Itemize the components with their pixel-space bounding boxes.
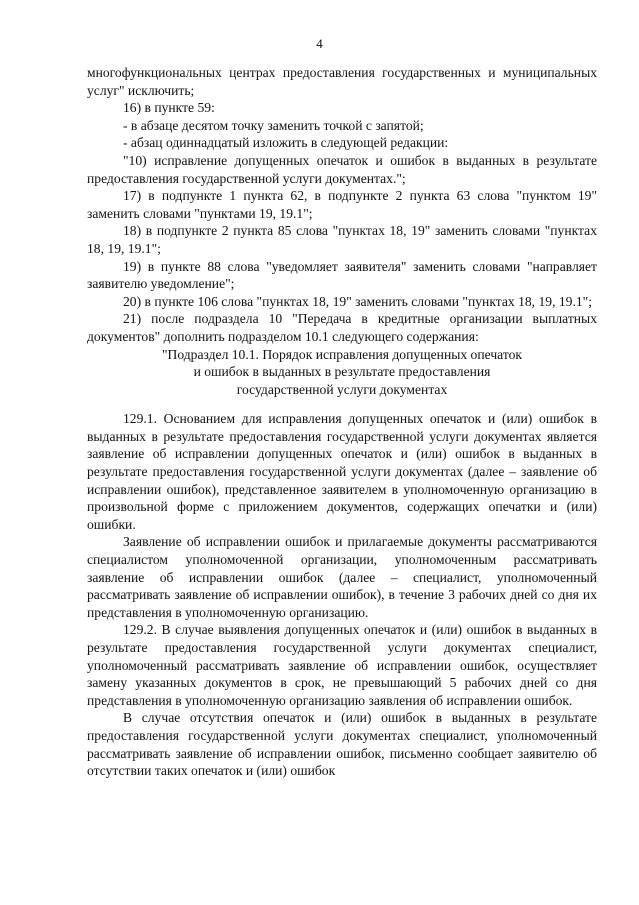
paragraph: 19) в пункте 88 слова "уведомляет заявителя" заменить словами "направляет заявителю уведомление"; — [87, 258, 597, 292]
paragraph: "10) исправление допущенных опечаток и ошибок в выданных в результате предоставления государственной услуги документах."; — [87, 152, 597, 186]
heading-line: и ошибок в выданных в результате предоставления — [193, 364, 491, 380]
paragraph: 17) в подпункте 1 пункта 62, в подпункте 2 пункта 63 слова "пунктом 19" заменить словами "пунктами 19, 19.1"; — [87, 188, 597, 221]
paragraph: - абзац одиннадцатый изложить в следующей редакции: — [123, 135, 449, 151]
paragraph: 129.2. В случае выявления допущенных опечаток и (или) ошибок в выданных в результате предоставления государственной услуги документах специалист, уполномоченный рассматривать заявление об исправлении ошибок, осуществляет замену указанных документов в срок, не превышающий 5 рабочих дней со дня представления в уполномоченную организацию заявления об исправлении ошибок. — [87, 622, 597, 708]
paragraph: В случае отсутствия опечаток и (или) ошибок в выданных в результате предоставления государственной услуги документах специалист, уполномоченный рассматривать заявление об исправлении ошибок, письменно сообщает заявителю об отсутствии таких опечаток и (или) ошибок — [87, 710, 597, 779]
page-number: 4 — [316, 36, 323, 51]
heading-line: "Подраздел 10.1. Порядок исправления допущенных опечаток — [161, 346, 523, 362]
document-body — [87, 64, 597, 780]
paragraph: 20) в пункте 106 слова "пунктах 18, 19" заменить словами "пунктах 18, 19, 19.1"; — [123, 293, 592, 309]
paragraph: многофункциональных центрах предоставления государственных и муниципальных услуг" исключить; — [87, 65, 597, 98]
paragraph: Заявление об исправлении ошибок и прилагаемые документы рассматриваются специалистом уполномоченной организации, уполномоченным рассматривать заявление об исправлении ошибок (далее – специалист, уполномоченный рассматривать заявление об исправлении ошибок), в течение 3 рабочих дней со дня их представления в уполномоченную организацию. — [87, 534, 597, 620]
paragraph: 16) в пункте 59: — [123, 100, 215, 116]
heading-line: государственной услуги документах — [236, 381, 448, 397]
paragraph: 129.1. Основанием для исправления допущенных опечаток и (или) ошибок в выданных в результате предоставления государственной услуги документах является заявление об исправлении допущенных опечаток и (или) ошибок в выданных в результате предоставления государственной услуги документах (далее – заявление об исправлении ошибок), представленное заявителем в уполномоченную организацию в произвольной форме с приложением документов, содержащих опечатки и (или) ошибки. — [87, 411, 597, 532]
spacer — [87, 398, 597, 410]
paragraph: 18) в подпункте 2 пункта 85 слова "пунктах 18, 19" заменить словами "пунктах 18, 19, 19.1"; — [87, 223, 597, 256]
paragraph: - в абзаце десятом точку заменить точкой с запятой; — [123, 117, 424, 133]
subsection-heading — [87, 346, 597, 399]
paragraph: 21) после подраздела 10 "Передача в кредитные организации выплатных документов" дополнить подразделом 10.1 следующего содержания: — [87, 311, 597, 344]
